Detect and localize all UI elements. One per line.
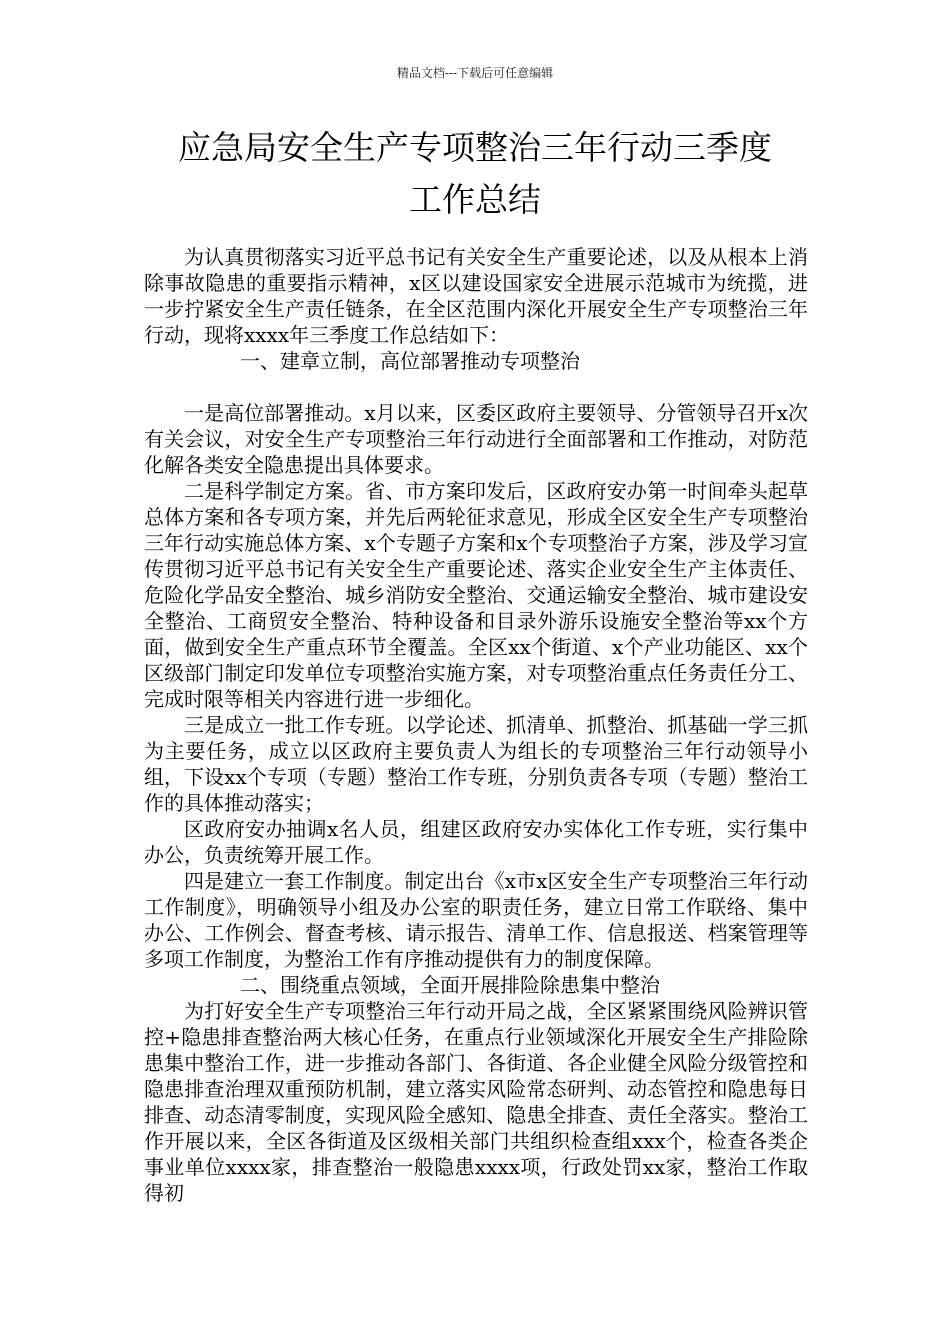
document-body bbox=[144, 244, 808, 1206]
header-note: 精品文档---下载后可任意编辑 bbox=[396, 66, 554, 80]
paragraph-3: 三是成立一批工作专班。以学论述、抓清单、抓整治、抓基础一学三抓为主要任务，成立以区政府主要负责人为组长的专项整治三年行动领导小组，下设xx个专项（专题）整治工作专班，分别负责各专项（专题）整治工作的具体推动落实； bbox=[144, 713, 808, 815]
document-title bbox=[100, 122, 850, 226]
title-line-1: 应急局安全生产专项整治三年行动三季度 bbox=[178, 128, 772, 167]
paragraph-6: 为打好安全生产专项整治三年行动开局之战，全区紧紧围绕风险辨识管控+隐患排查整治两大核心任务，在重点行业领域深化开展安全生产排险除患集中整治工作，进一步推动各部门、各街道、各企业健全风险分级管控和隐患排查治理双重预防机制，建立落实风险常态研判、动态管控和隐患每日排查、动态清零制度，实现风险全感知、隐患全排查、责任全落实。整治工作开展以来，全区各街道及区级相关部门共组织检查组xxx个，检查各类企事业单位xxxx家，排查整治一般隐患xxxx项，行政处罚xx家，整治工作取得初 bbox=[144, 999, 808, 1205]
paragraph-2: 二是科学制定方案。省、市方案印发后，区政府安办第一时间牵头起草总体方案和各专项方案，并先后两轮征求意见，形成全区安全生产专项整治三年行动实施总体方案、x个专题子方案和x个专项整治子方案，涉及学习宣传贯彻习近平总书记有关安全生产重要论述、落实企业安全生产主体责任、危险化学品安全整治、城乡消防安全整治、交通运输安全整治、城市建设安全整治、工商贸安全整治、特种设备和目录外游乐设施安全整治等xx个方面，做到安全生产重点环节全覆盖。全区xx个街道、x个产业功能区、xx个区级部门制定印发单位专项整治实施方案，对专项整治重点任务责任分工、完成时限等相关内容进行进一步细化。 bbox=[144, 479, 808, 711]
section-2-heading: 二、围绕重点领域，全面开展排险除患集中整治 bbox=[240, 973, 660, 997]
paragraph-4: 区政府安办抽调x名人员，组建区政府安办实体化工作专班，实行集中办公，负责统筹开展工作。 bbox=[144, 817, 808, 867]
title-line-2: 工作总结 bbox=[409, 180, 541, 219]
paragraph-1: 一是高位部署推动。x月以来，区委区政府主要领导、分管领导召开x次有关会议，对安全生产专项整治三年行动进行全面部署和工作推动，对防范化解各类安全隐患提出具体要求。 bbox=[144, 401, 808, 477]
paragraph-5: 四是建立一套工作制度。制定出台《x市x区安全生产专项整治三年行动工作制度》，明确领导小组及办公室的职责任务，建立日常工作联络、集中办公、工作例会、督查考核、请示报告、清单工作、信息报送、档案管理等多项工作制度，为整治工作有序推动提供有力的制度保障。 bbox=[144, 869, 808, 971]
intro-paragraph: 为认真贯彻落实习近平总书记有关安全生产重要论述，以及从根本上消除事故隐患的重要指示精神，x区以建设国家安全进展示范城市为统揽，进一步拧紧安全生产责任链条，在全区范围内深化开展安全生产专项整治三年行动，现将xxxx年三季度工作总结如下： bbox=[144, 245, 808, 347]
section-1-heading: 一、建章立制，高位部署推动专项整治 bbox=[240, 349, 580, 373]
